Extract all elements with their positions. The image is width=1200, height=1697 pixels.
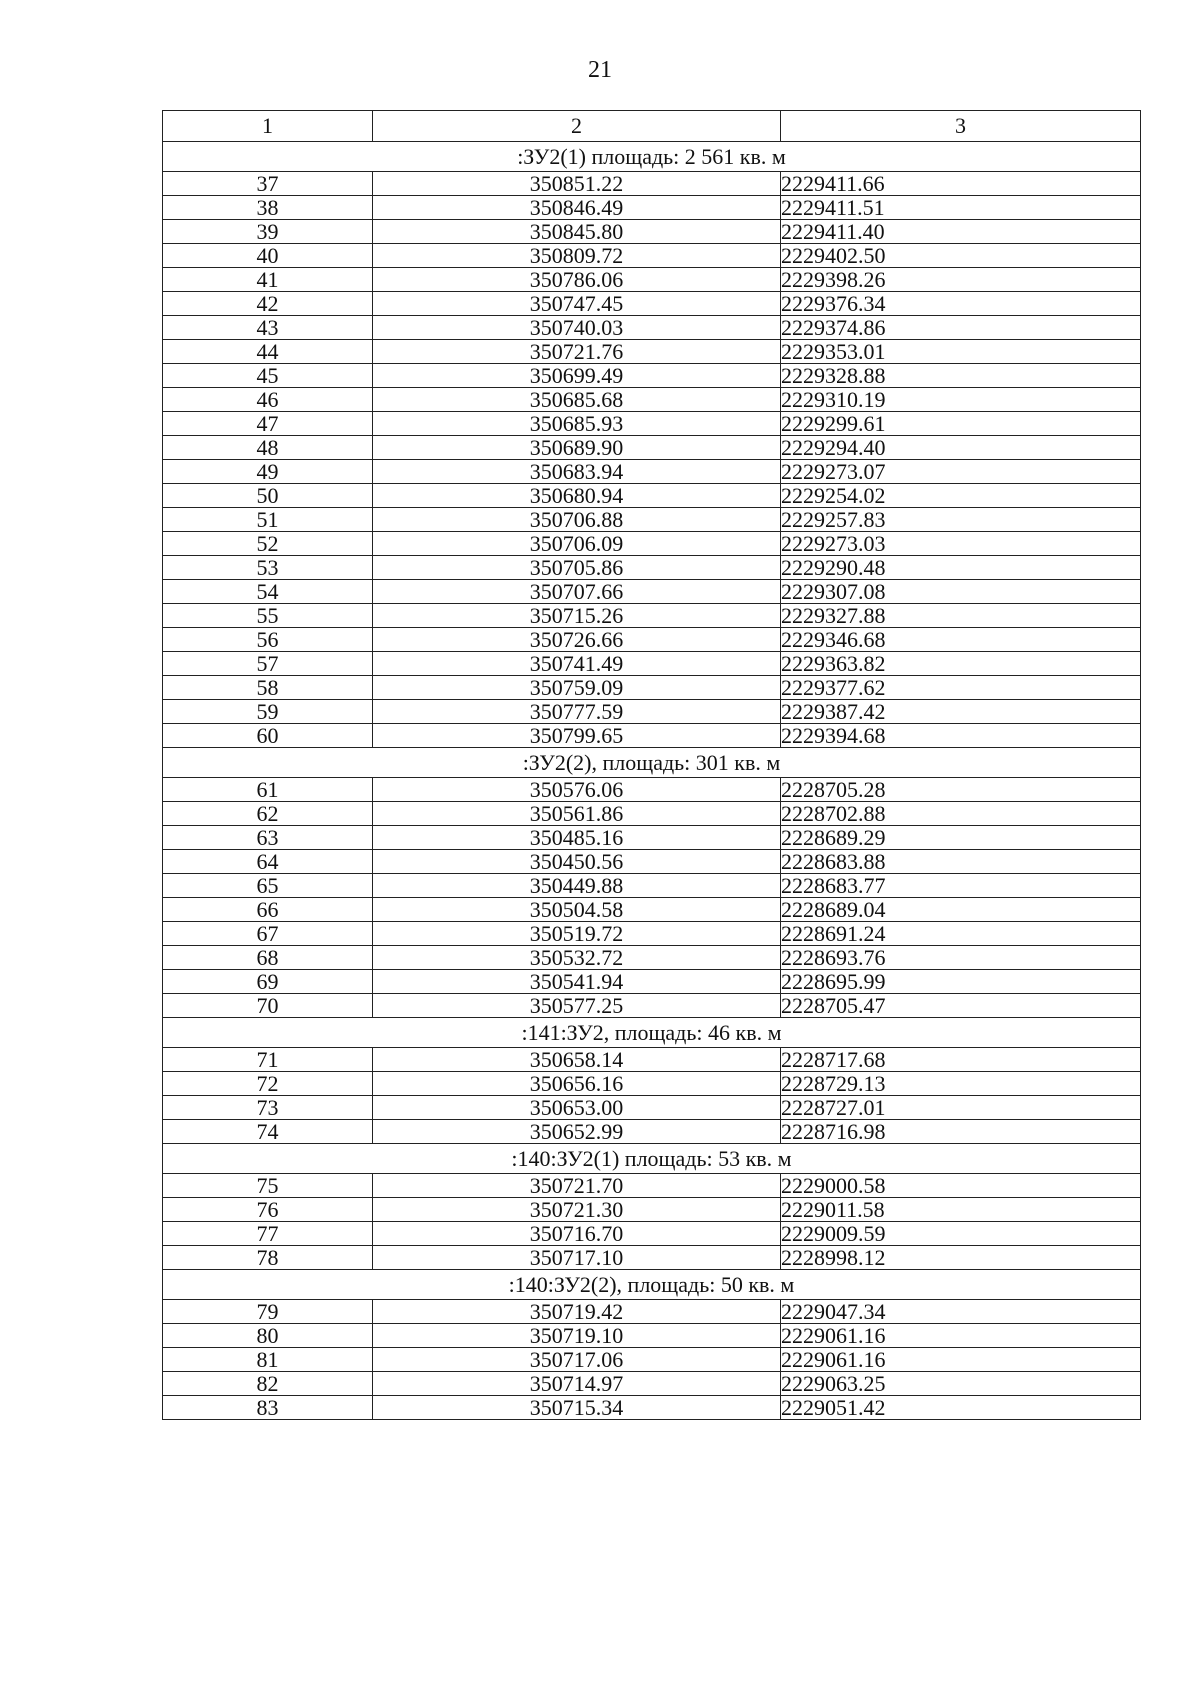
x-coordinate-cell: 350504.58 xyxy=(373,898,781,922)
point-number-cell: 66 xyxy=(163,898,373,922)
point-number-cell: 79 xyxy=(163,1300,373,1324)
point-number-cell: 72 xyxy=(163,1072,373,1096)
x-coordinate-cell: 350726.66 xyxy=(373,628,781,652)
y-coordinate-cell: 2229374.86 xyxy=(781,316,1141,340)
point-number-cell: 52 xyxy=(163,532,373,556)
point-number-cell: 53 xyxy=(163,556,373,580)
y-coordinate-cell: 2229411.51 xyxy=(781,196,1141,220)
table-row xyxy=(163,1324,1141,1348)
x-coordinate-cell: 350561.86 xyxy=(373,802,781,826)
y-coordinate-cell: 2228998.12 xyxy=(781,1246,1141,1270)
point-number-cell: 61 xyxy=(163,778,373,802)
x-coordinate-cell: 350846.49 xyxy=(373,196,781,220)
x-coordinate-cell: 350721.30 xyxy=(373,1198,781,1222)
y-coordinate-cell: 2228693.76 xyxy=(781,946,1141,970)
table-row xyxy=(163,1198,1141,1222)
y-coordinate-cell: 2229346.68 xyxy=(781,628,1141,652)
x-coordinate-cell: 350689.90 xyxy=(373,436,781,460)
point-number-cell: 47 xyxy=(163,412,373,436)
x-coordinate-cell: 350741.49 xyxy=(373,652,781,676)
x-coordinate-cell: 350740.03 xyxy=(373,316,781,340)
table-row xyxy=(163,196,1141,220)
section-title: :141:ЗУ2, площадь: 46 кв. м xyxy=(163,1018,1141,1048)
table-row xyxy=(163,508,1141,532)
y-coordinate-cell: 2228689.29 xyxy=(781,826,1141,850)
point-number-cell: 75 xyxy=(163,1174,373,1198)
y-coordinate-cell: 2229061.16 xyxy=(781,1348,1141,1372)
point-number-cell: 82 xyxy=(163,1372,373,1396)
table-row xyxy=(163,364,1141,388)
y-coordinate-cell: 2228705.47 xyxy=(781,994,1141,1018)
x-coordinate-cell: 350786.06 xyxy=(373,268,781,292)
y-coordinate-cell: 2229000.58 xyxy=(781,1174,1141,1198)
point-number-cell: 77 xyxy=(163,1222,373,1246)
x-coordinate-cell: 350705.86 xyxy=(373,556,781,580)
y-coordinate-cell: 2229411.66 xyxy=(781,172,1141,196)
x-coordinate-cell: 350721.70 xyxy=(373,1174,781,1198)
y-coordinate-cell: 2229310.19 xyxy=(781,388,1141,412)
point-number-cell: 70 xyxy=(163,994,373,1018)
point-number-cell: 56 xyxy=(163,628,373,652)
x-coordinate-cell: 350717.10 xyxy=(373,1246,781,1270)
table-row xyxy=(163,532,1141,556)
x-coordinate-cell: 350450.56 xyxy=(373,850,781,874)
y-coordinate-cell: 2229363.82 xyxy=(781,652,1141,676)
y-coordinate-cell: 2228705.28 xyxy=(781,778,1141,802)
y-coordinate-cell: 2229328.88 xyxy=(781,364,1141,388)
point-number-cell: 49 xyxy=(163,460,373,484)
y-coordinate-cell: 2228683.77 xyxy=(781,874,1141,898)
point-number-cell: 60 xyxy=(163,724,373,748)
table-row xyxy=(163,484,1141,508)
point-number-cell: 76 xyxy=(163,1198,373,1222)
table-row xyxy=(163,922,1141,946)
x-coordinate-cell: 350777.59 xyxy=(373,700,781,724)
table-row xyxy=(163,676,1141,700)
table-row xyxy=(163,946,1141,970)
table-row xyxy=(163,244,1141,268)
table-row xyxy=(163,652,1141,676)
y-coordinate-cell: 2228716.98 xyxy=(781,1120,1141,1144)
x-coordinate-cell: 350717.06 xyxy=(373,1348,781,1372)
table-row xyxy=(163,1096,1141,1120)
y-coordinate-cell: 2229011.58 xyxy=(781,1198,1141,1222)
point-number-cell: 80 xyxy=(163,1324,373,1348)
table-row xyxy=(163,826,1141,850)
x-coordinate-cell: 350683.94 xyxy=(373,460,781,484)
coordinates-table xyxy=(162,110,1141,1420)
point-number-cell: 64 xyxy=(163,850,373,874)
table-row xyxy=(163,436,1141,460)
y-coordinate-cell: 2229061.16 xyxy=(781,1324,1141,1348)
table-row xyxy=(163,1348,1141,1372)
y-coordinate-cell: 2229327.88 xyxy=(781,604,1141,628)
point-number-cell: 67 xyxy=(163,922,373,946)
table-row xyxy=(163,802,1141,826)
y-coordinate-cell: 2228683.88 xyxy=(781,850,1141,874)
table-row xyxy=(163,874,1141,898)
y-coordinate-cell: 2229398.26 xyxy=(781,268,1141,292)
y-coordinate-cell: 2229402.50 xyxy=(781,244,1141,268)
coordinates-table-body xyxy=(163,111,1141,1420)
x-coordinate-cell: 350706.88 xyxy=(373,508,781,532)
point-number-cell: 63 xyxy=(163,826,373,850)
page-number: 21 xyxy=(588,57,612,83)
point-number-cell: 71 xyxy=(163,1048,373,1072)
x-coordinate-cell: 350809.72 xyxy=(373,244,781,268)
table-row xyxy=(163,460,1141,484)
y-coordinate-cell: 2229307.08 xyxy=(781,580,1141,604)
x-coordinate-cell: 350658.14 xyxy=(373,1048,781,1072)
table-row xyxy=(163,700,1141,724)
section-title: :ЗУ2(2), площадь: 301 кв. м xyxy=(163,748,1141,778)
point-number-cell: 55 xyxy=(163,604,373,628)
table-row xyxy=(163,268,1141,292)
y-coordinate-cell: 2229009.59 xyxy=(781,1222,1141,1246)
section-row xyxy=(163,142,1141,172)
y-coordinate-cell: 2229387.42 xyxy=(781,700,1141,724)
table-row xyxy=(163,412,1141,436)
table-row xyxy=(163,604,1141,628)
point-number-cell: 51 xyxy=(163,508,373,532)
y-coordinate-cell: 2229047.34 xyxy=(781,1300,1141,1324)
y-coordinate-cell: 2228727.01 xyxy=(781,1096,1141,1120)
x-coordinate-cell: 350485.16 xyxy=(373,826,781,850)
x-coordinate-cell: 350449.88 xyxy=(373,874,781,898)
x-coordinate-cell: 350799.65 xyxy=(373,724,781,748)
x-coordinate-cell: 350653.00 xyxy=(373,1096,781,1120)
point-number-cell: 74 xyxy=(163,1120,373,1144)
table-row xyxy=(163,1300,1141,1324)
table-row xyxy=(163,898,1141,922)
y-coordinate-cell: 2229377.62 xyxy=(781,676,1141,700)
table-row xyxy=(163,628,1141,652)
section-row xyxy=(163,748,1141,778)
x-coordinate-cell: 350719.42 xyxy=(373,1300,781,1324)
point-number-cell: 81 xyxy=(163,1348,373,1372)
point-number-cell: 45 xyxy=(163,364,373,388)
section-row xyxy=(163,1018,1141,1048)
table-row xyxy=(163,994,1141,1018)
point-number-cell: 69 xyxy=(163,970,373,994)
section-row xyxy=(163,1270,1141,1300)
point-number-cell: 73 xyxy=(163,1096,373,1120)
table-row xyxy=(163,724,1141,748)
y-coordinate-cell: 2229411.40 xyxy=(781,220,1141,244)
x-coordinate-cell: 350532.72 xyxy=(373,946,781,970)
table-row xyxy=(163,970,1141,994)
x-coordinate-cell: 350519.72 xyxy=(373,922,781,946)
y-coordinate-cell: 2228702.88 xyxy=(781,802,1141,826)
y-coordinate-cell: 2229051.42 xyxy=(781,1396,1141,1420)
x-coordinate-cell: 350716.70 xyxy=(373,1222,781,1246)
x-coordinate-cell: 350747.45 xyxy=(373,292,781,316)
point-number-cell: 46 xyxy=(163,388,373,412)
section-title: :140:ЗУ2(2), площадь: 50 кв. м xyxy=(163,1270,1141,1300)
y-coordinate-cell: 2229257.83 xyxy=(781,508,1141,532)
table-header-row xyxy=(163,111,1141,142)
x-coordinate-cell: 350715.26 xyxy=(373,604,781,628)
x-coordinate-cell: 350680.94 xyxy=(373,484,781,508)
y-coordinate-cell: 2229294.40 xyxy=(781,436,1141,460)
point-number-cell: 83 xyxy=(163,1396,373,1420)
point-number-cell: 38 xyxy=(163,196,373,220)
x-coordinate-cell: 350851.22 xyxy=(373,172,781,196)
y-coordinate-cell: 2229290.48 xyxy=(781,556,1141,580)
y-coordinate-cell: 2229273.07 xyxy=(781,460,1141,484)
point-number-cell: 50 xyxy=(163,484,373,508)
point-number-cell: 43 xyxy=(163,316,373,340)
y-coordinate-cell: 2228695.99 xyxy=(781,970,1141,994)
point-number-cell: 57 xyxy=(163,652,373,676)
column-header-1: 1 xyxy=(163,111,373,142)
point-number-cell: 65 xyxy=(163,874,373,898)
x-coordinate-cell: 350707.66 xyxy=(373,580,781,604)
column-header-3: 3 xyxy=(781,111,1141,142)
table-row xyxy=(163,1120,1141,1144)
table-row xyxy=(163,292,1141,316)
y-coordinate-cell: 2229063.25 xyxy=(781,1372,1141,1396)
x-coordinate-cell: 350706.09 xyxy=(373,532,781,556)
table-row xyxy=(163,1048,1141,1072)
table-row xyxy=(163,1072,1141,1096)
y-coordinate-cell: 2228729.13 xyxy=(781,1072,1141,1096)
table-row xyxy=(163,172,1141,196)
point-number-cell: 39 xyxy=(163,220,373,244)
table-row xyxy=(163,580,1141,604)
table-row xyxy=(163,220,1141,244)
table-row xyxy=(163,850,1141,874)
point-number-cell: 48 xyxy=(163,436,373,460)
x-coordinate-cell: 350576.06 xyxy=(373,778,781,802)
point-number-cell: 58 xyxy=(163,676,373,700)
x-coordinate-cell: 350721.76 xyxy=(373,340,781,364)
table-row xyxy=(163,1396,1141,1420)
x-coordinate-cell: 350759.09 xyxy=(373,676,781,700)
table-row xyxy=(163,1246,1141,1270)
x-coordinate-cell: 350685.68 xyxy=(373,388,781,412)
x-coordinate-cell: 350541.94 xyxy=(373,970,781,994)
x-coordinate-cell: 350714.97 xyxy=(373,1372,781,1396)
x-coordinate-cell: 350845.80 xyxy=(373,220,781,244)
y-coordinate-cell: 2228691.24 xyxy=(781,922,1141,946)
table-row xyxy=(163,1222,1141,1246)
section-row xyxy=(163,1144,1141,1174)
y-coordinate-cell: 2229353.01 xyxy=(781,340,1141,364)
point-number-cell: 37 xyxy=(163,172,373,196)
table-row xyxy=(163,1174,1141,1198)
table-row xyxy=(163,1372,1141,1396)
x-coordinate-cell: 350719.10 xyxy=(373,1324,781,1348)
x-coordinate-cell: 350685.93 xyxy=(373,412,781,436)
x-coordinate-cell: 350656.16 xyxy=(373,1072,781,1096)
y-coordinate-cell: 2229299.61 xyxy=(781,412,1141,436)
x-coordinate-cell: 350715.34 xyxy=(373,1396,781,1420)
x-coordinate-cell: 350577.25 xyxy=(373,994,781,1018)
column-header-2: 2 xyxy=(373,111,781,142)
point-number-cell: 78 xyxy=(163,1246,373,1270)
y-coordinate-cell: 2228717.68 xyxy=(781,1048,1141,1072)
point-number-cell: 62 xyxy=(163,802,373,826)
y-coordinate-cell: 2229254.02 xyxy=(781,484,1141,508)
y-coordinate-cell: 2228689.04 xyxy=(781,898,1141,922)
y-coordinate-cell: 2229273.03 xyxy=(781,532,1141,556)
table-row xyxy=(163,778,1141,802)
point-number-cell: 44 xyxy=(163,340,373,364)
point-number-cell: 59 xyxy=(163,700,373,724)
table-row xyxy=(163,316,1141,340)
point-number-cell: 41 xyxy=(163,268,373,292)
point-number-cell: 54 xyxy=(163,580,373,604)
y-coordinate-cell: 2229394.68 xyxy=(781,724,1141,748)
section-title: :140:ЗУ2(1) площадь: 53 кв. м xyxy=(163,1144,1141,1174)
y-coordinate-cell: 2229376.34 xyxy=(781,292,1141,316)
table-row xyxy=(163,340,1141,364)
x-coordinate-cell: 350652.99 xyxy=(373,1120,781,1144)
point-number-cell: 68 xyxy=(163,946,373,970)
point-number-cell: 42 xyxy=(163,292,373,316)
table-row xyxy=(163,388,1141,412)
section-title: :ЗУ2(1) площадь: 2 561 кв. м xyxy=(163,142,1141,172)
point-number-cell: 40 xyxy=(163,244,373,268)
x-coordinate-cell: 350699.49 xyxy=(373,364,781,388)
table-row xyxy=(163,556,1141,580)
